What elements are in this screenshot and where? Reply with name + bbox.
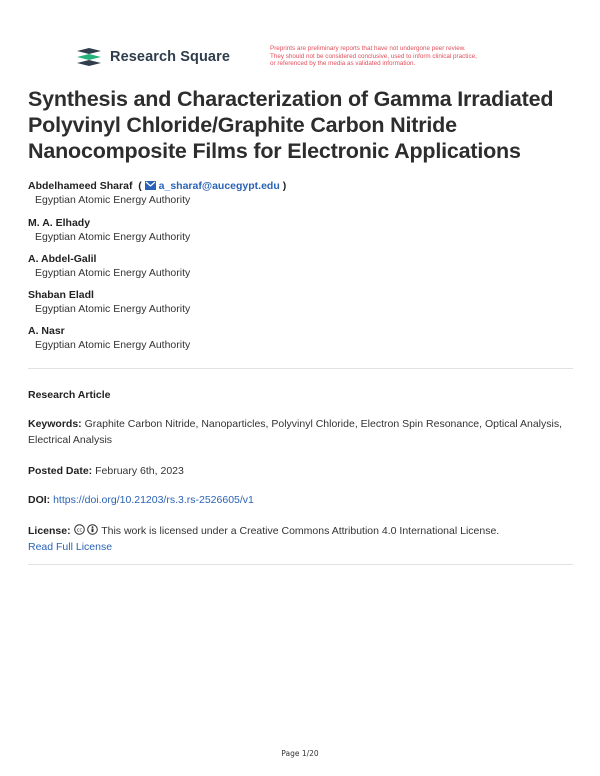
author-affiliation: Egyptian Atomic Energy Authority — [35, 194, 191, 206]
article-type-label: Research Article — [28, 389, 111, 401]
svg-text:cc: cc — [76, 527, 82, 534]
research-square-logo[interactable] — [75, 46, 230, 68]
keywords-text: Graphite Carbon Nitride, Nanoparticles, Polyvinyl Chloride, Electron Spin Resonance, Optical Analysis, Electrical Analysis — [28, 418, 563, 446]
author-name: Abdelhameed Sharaf ( a_sharaf@aucegypt.edu ) — [28, 180, 287, 192]
posted-date-value: February 6th, 2023 — [95, 465, 184, 477]
author-name: Shaban Eladl — [28, 289, 94, 301]
page-number: Page 1/20 — [281, 749, 319, 758]
posted-date — [28, 463, 568, 479]
envelope-icon — [145, 181, 156, 190]
author-affiliation: Egyptian Atomic Energy Authority — [35, 231, 191, 243]
read-full-license-link[interactable]: Read Full License — [28, 541, 113, 553]
research-square-logo-icon — [75, 46, 103, 68]
notice-line: Preprints are preliminary reports that have not undergone peer review. — [270, 45, 466, 52]
doi-label: DOI: — [28, 494, 51, 506]
author-name: A. Nasr — [28, 325, 65, 337]
keywords-label: Keywords: — [28, 418, 82, 430]
author-list — [28, 179, 568, 360]
license-text: This work is licensed under a Creative Commons Attribution 4.0 International License. — [101, 525, 500, 537]
keywords — [28, 416, 568, 448]
paper-title: Synthesis and Characterization of Gamma Irradiated Polyvinyl Chloride/Graphite Carbon Nitride Nanocomposite Films for Electronic Applications — [28, 87, 554, 163]
attribution-icon — [87, 524, 98, 535]
author-email-link[interactable]: a_sharaf@aucegypt.edu — [158, 180, 280, 192]
divider — [28, 368, 573, 369]
author-name: M. A. Elhady — [28, 217, 91, 229]
doi-link[interactable]: https://doi.org/10.21203/rs.3.rs-2526605/v1 — [53, 494, 254, 506]
license — [28, 523, 568, 555]
doi — [28, 492, 568, 508]
preprint-notice — [270, 45, 555, 68]
notice-line: They should not be considered conclusive, used to inform clinical practice, — [270, 52, 477, 60]
author-name: A. Abdel-Galil — [28, 253, 97, 265]
author-affiliation: Egyptian Atomic Energy Authority — [35, 303, 191, 315]
posted-date-label: Posted Date: — [28, 465, 93, 477]
author-affiliation: Egyptian Atomic Energy Authority — [35, 267, 191, 279]
author-name-text: Abdelhameed Sharaf — [28, 180, 133, 192]
author-affiliation: Egyptian Atomic Energy Authority — [35, 339, 191, 351]
logo-text: Research Square — [110, 49, 230, 65]
cc-icon — [74, 524, 85, 535]
license-label: License: — [28, 525, 71, 537]
notice-line: or referenced by the media as validated information. — [270, 60, 416, 67]
article-type — [28, 387, 568, 403]
divider — [28, 564, 573, 565]
